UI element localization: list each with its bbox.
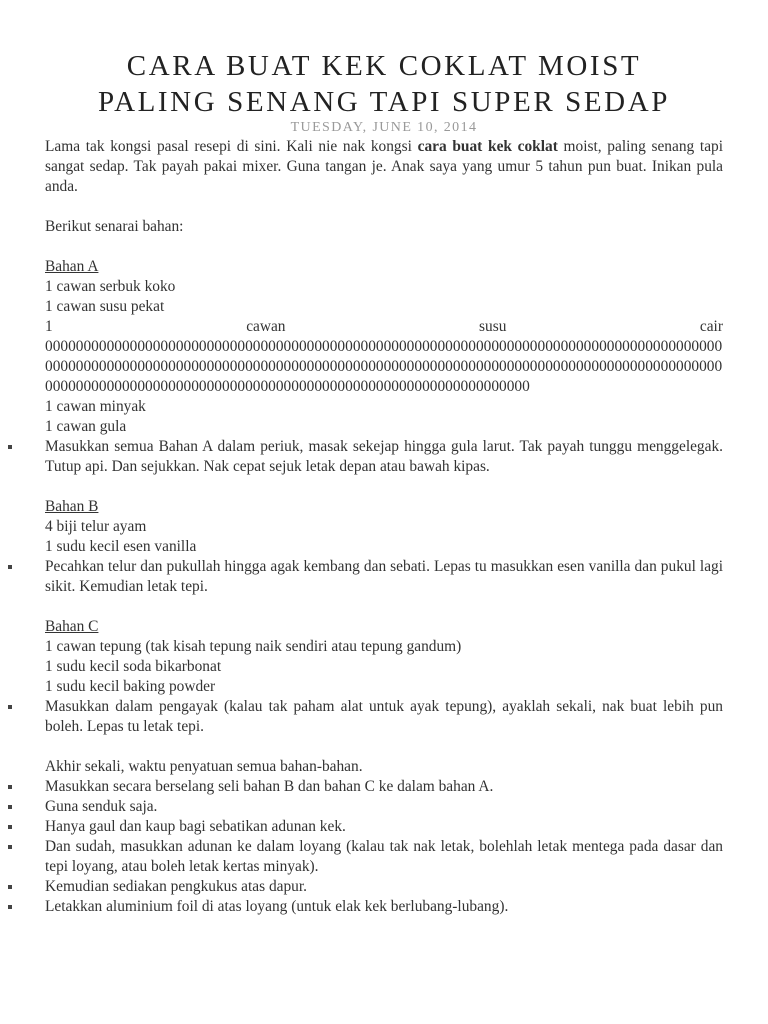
bahan-b-item: 4 biji telur ayam bbox=[45, 518, 147, 535]
final-step: Guna senduk saja. bbox=[45, 797, 723, 817]
final-step: Hanya gaul dan kaup bagi sebatikan adunan kek. bbox=[45, 817, 723, 837]
bahan-a-steps bbox=[45, 437, 723, 477]
bahan-b-item: 1 sudu kecil esen vanilla bbox=[45, 538, 197, 555]
final-step: Dan sudah, masukkan adunan ke dalam loyang (kalau tak nak letak, bolehlah letak mentega pada dasar dan tepi loyang, atau boleh letak kertas minyak). bbox=[45, 838, 723, 875]
final-steps bbox=[45, 777, 723, 917]
zeros-string: 00000000000000000000000000000000000000000000000000000000000000000000000000000000000000000000000000000000000000000000000000000000000000000000000000000000000000000000000000000000000000000000000000000000000000000000000000000000000000000000000 bbox=[45, 338, 723, 395]
bahan-c-item: 1 sudu kecil baking powder bbox=[45, 678, 216, 695]
bahan-c-step: Masukkan dalam pengayak (kalau tak paham alat untuk ayak tepung), ayaklah sekali, nak buat lebih pun boleh. Lepas tu letak tepi. bbox=[45, 698, 723, 735]
final-step: Masukkan secara berselang seli bahan B dan bahan C ke dalam bahan A. bbox=[45, 777, 723, 797]
intro-keyword: cara buat kek coklat bbox=[417, 138, 558, 155]
bahan-a-heading: Bahan A bbox=[45, 258, 99, 275]
post-body bbox=[45, 137, 723, 917]
bahan-b-step: Pecahkan telur dan pukullah hingga agak kembang dan sebati. Lepas tu masukkan esen vanilla dan pukul lagi sikit. Kemudian letak tepi. bbox=[45, 558, 723, 595]
post-title-line-2: PALING SENANG TAPI SUPER SEDAP bbox=[98, 86, 670, 118]
final-step: Letakkan aluminium foil di atas loyang (untuk elak kek berlubang-lubang). bbox=[45, 897, 723, 917]
bahan-c-steps bbox=[45, 697, 723, 737]
bahan-a-item: 1 cawan susu pekat bbox=[45, 298, 165, 315]
post-title bbox=[0, 48, 768, 120]
bahan-b-heading: Bahan B bbox=[45, 498, 99, 515]
final-step: Kemudian sediakan pengkukus atas dapur. bbox=[45, 877, 723, 897]
intro-paragraph: Lama tak kongsi pasal resepi di sini. Kali nie nak kongsi cara buat kek coklat moist, paling senang tapi sangat sedap. Tak payah pakai mixer. Guna tangan je. Anak saya yang umur 5 tahun pun buat. Inikan pula anda. bbox=[45, 138, 723, 195]
ingredients-intro: Berikut senarai bahan: bbox=[45, 218, 184, 235]
bahan-a-item: 1 cawan gula bbox=[45, 418, 127, 435]
bahan-a-item-susu-cair: 1 cawan susu cair bbox=[45, 318, 723, 335]
bahan-a-item: 1 cawan minyak bbox=[45, 398, 146, 415]
final-intro: Akhir sekali, waktu penyatuan semua bahan-bahan. bbox=[45, 758, 363, 775]
post-date: TUESDAY, JUNE 10, 2014 bbox=[290, 120, 478, 135]
bahan-c-item: 1 cawan tepung (tak kisah tepung naik sendiri atau tepung gandum) bbox=[45, 638, 462, 655]
bahan-c-item: 1 sudu kecil soda bikarbonat bbox=[45, 658, 222, 675]
bahan-c-heading: Bahan C bbox=[45, 618, 99, 635]
bahan-b-steps bbox=[45, 557, 723, 597]
post-title-line-1: CARA BUAT KEK COKLAT MOIST bbox=[126, 50, 642, 82]
bahan-a-item: 1 cawan serbuk koko bbox=[45, 278, 176, 295]
bahan-a-step: Masukkan semua Bahan A dalam periuk, masak sekejap hingga gula larut. Tak payah tunggu menggelegak. Tutup api. Dan sejukkan. Nak cepat sejuk letak depan atau bawah kipas. bbox=[45, 438, 723, 475]
